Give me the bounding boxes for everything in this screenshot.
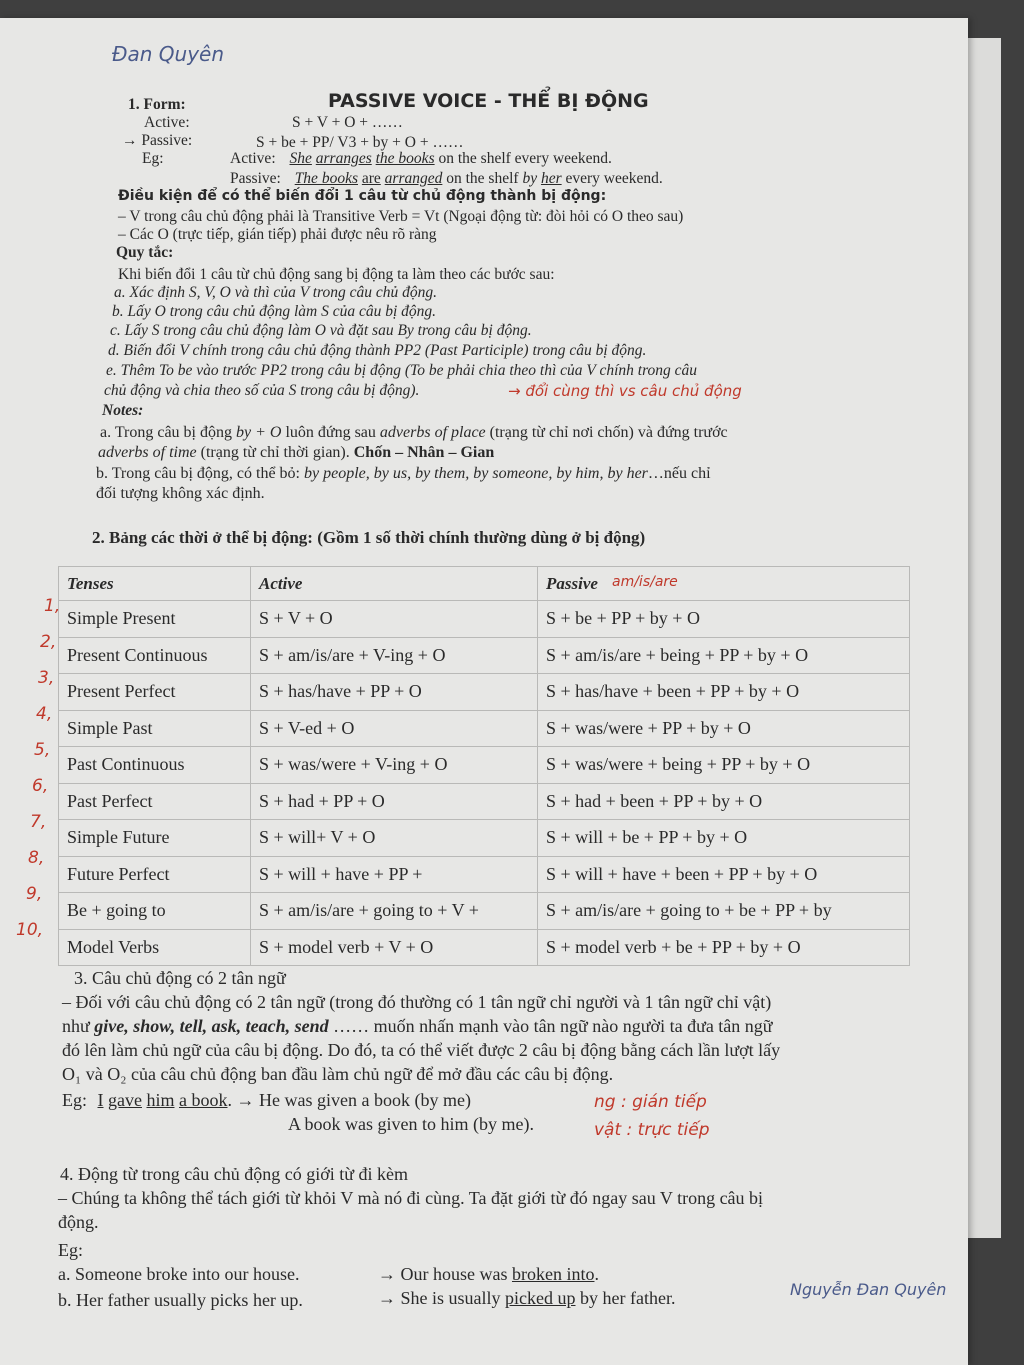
tense-cell: Past Continuous xyxy=(59,747,251,784)
row-number: 4, xyxy=(36,704,53,724)
tense-cell: Future Perfect xyxy=(59,856,251,893)
tenses-table xyxy=(58,566,910,966)
passive-cell: S + am/is/are + being + PP + by + O xyxy=(538,637,910,674)
passive-cell: S + be + PP + by + O xyxy=(538,601,910,638)
section3-heading: 3. Câu chủ động có 2 tân ngữ xyxy=(74,968,286,988)
active-cell: S + will+ V + O xyxy=(251,820,538,857)
header-tenses: Tenses xyxy=(59,567,251,601)
tense-cell: Model Verbs xyxy=(59,929,251,966)
tense-cell: Present Continuous xyxy=(59,637,251,674)
am-is-are-handwriting: am/is/are xyxy=(612,574,678,590)
passive-cell: S + was/were + being + PP + by + O xyxy=(538,747,910,784)
row-number: 5, xyxy=(34,740,51,760)
note-b-line-2: đối tượng không xác định. xyxy=(96,485,265,502)
eg-active-sentence: Active: She arranges the books on the shelf every weekend. xyxy=(230,150,612,167)
tense-cell: Present Perfect xyxy=(59,674,251,711)
section3-p1: – Đối với câu chủ động có 2 tân ngữ (trong đó thường có 1 tân ngữ chỉ người và 1 tân ngữ chỉ vật) xyxy=(62,992,772,1012)
table-row xyxy=(59,856,910,893)
active-label: Active: xyxy=(144,114,190,131)
section3-p3: đó lên làm chủ ngữ của câu bị động. Do đó, ta có thể viết được 2 câu bị động bằng cách lần lượt lấy xyxy=(62,1040,781,1060)
section4-eg-label: Eg: xyxy=(58,1240,83,1260)
row-number: 2, xyxy=(40,632,57,652)
note-b-line-1: b. Trong câu bị động, có thể bỏ: by people, by us, by them, by someone, by him, by her…nếu chỉ xyxy=(96,465,711,482)
section4-example-b-passive: → She is usually picked up by her father. xyxy=(378,1288,676,1308)
form-heading: 1. Form: xyxy=(128,96,186,113)
table-row xyxy=(59,601,910,638)
passive-cell: S + has/have + been + PP + by + O xyxy=(538,674,910,711)
note-a-line-2: adverbs of time (trạng từ chỉ thời gian). Chốn – Nhân – Gian xyxy=(98,444,495,461)
section3-example-1: Eg: I gave him a book. → He was given a book (by me) xyxy=(62,1090,471,1110)
table-row xyxy=(59,710,910,747)
direct-object-note: vật : trực tiếp xyxy=(594,1120,710,1140)
rules-heading: Quy tắc: xyxy=(116,244,174,261)
tense-cell: Simple Future xyxy=(59,820,251,857)
row-number: 9, xyxy=(26,884,43,904)
rule-c: c. Lấy S trong câu chủ động làm O và đặt sau By trong câu bị động. xyxy=(110,322,532,339)
active-cell: S + has/have + PP + O xyxy=(251,674,538,711)
eg-label: Eg: xyxy=(142,150,164,167)
rule-d: d. Biến đổi V chính trong câu chủ động thành PP2 (Past Participle) trong câu bị động. xyxy=(108,342,647,359)
page-title: PASSIVE VOICE - THỂ BỊ ĐỘNG xyxy=(328,90,649,112)
section4-p2: động. xyxy=(58,1212,99,1232)
section4-example-b-active: b. Her father usually picks her up. xyxy=(58,1290,303,1310)
condition-1: – V trong câu chủ động phải là Transitive Verb = Vt (Ngoại động từ: đòi hỏi có O theo sau) xyxy=(118,208,684,225)
row-number: 1, xyxy=(44,596,61,616)
passive-cell: S + am/is/are + going to + be + PP + by xyxy=(538,893,910,930)
active-formula: S + V + O + …… xyxy=(292,114,403,131)
table-row xyxy=(59,747,910,784)
passive-label: → Passive: xyxy=(122,132,193,149)
header-active: Active xyxy=(251,567,538,601)
red-handwritten-note: → đổi cùng thì vs câu chủ động xyxy=(508,382,742,400)
table-row xyxy=(59,783,910,820)
active-cell: S + was/were + V-ing + O xyxy=(251,747,538,784)
rules-intro: Khi biến đổi 1 câu từ chủ động sang bị động ta làm theo các bước sau: xyxy=(118,266,555,283)
passive-cell: S + model verb + be + PP + by + O xyxy=(538,929,910,966)
table-row xyxy=(59,674,910,711)
passive-cell: S + had + been + PP + by + O xyxy=(538,783,910,820)
author-handwriting: Đan Quyên xyxy=(112,42,225,66)
conditions-heading: Điều kiện để có thể biến đổi 1 câu từ chủ động thành bị động: xyxy=(118,188,607,204)
condition-2: – Các O (trực tiếp, gián tiếp) phải được nêu rõ ràng xyxy=(118,226,437,243)
note-a-line-1: a. Trong câu bị động by + O luôn đứng sau adverbs of place (trạng từ chỉ nơi chốn) và đứng trước xyxy=(100,424,728,441)
table-row xyxy=(59,820,910,857)
row-number: 7, xyxy=(30,812,47,832)
passive-cell: S + will + be + PP + by + O xyxy=(538,820,910,857)
active-cell: S + V-ed + O xyxy=(251,710,538,747)
tense-cell: Simple Past xyxy=(59,710,251,747)
tense-cell: Past Perfect xyxy=(59,783,251,820)
section3-example-2: A book was given to him (by me). xyxy=(288,1114,534,1134)
rule-a: a. Xác định S, V, O và thì của V trong câu chủ động. xyxy=(114,284,438,301)
active-cell: S + V + O xyxy=(251,601,538,638)
passive-cell: S + will + have + been + PP + by + O xyxy=(538,856,910,893)
document-page xyxy=(0,18,968,1365)
row-number: 3, xyxy=(38,668,55,688)
passive-cell: S + was/were + PP + by + O xyxy=(538,710,910,747)
section4-example-a-passive: → Our house was broken into. xyxy=(378,1264,599,1284)
table-header-row xyxy=(59,567,910,601)
section4-p1: – Chúng ta không thể tách giới từ khỏi V mà nó đi cùng. Ta đặt giới từ đó ngay sau V trong câu bị xyxy=(58,1188,764,1208)
table-heading: 2. Bảng các thời ở thể bị động: (Gồm 1 số thời chính thường dùng ở bị động) xyxy=(92,528,646,547)
section3-p2: như give, show, tell, ask, teach, send …… muốn nhấn mạnh vào tân ngữ nào người ta đưa tân ngữ xyxy=(62,1016,773,1036)
row-number: 10, xyxy=(16,920,44,940)
rule-b: b. Lấy O trong câu chủ động làm S của câu bị động. xyxy=(112,303,437,320)
active-cell: S + am/is/are + going to + V + xyxy=(251,893,538,930)
tense-cell: Be + going to xyxy=(59,893,251,930)
row-number: 8, xyxy=(28,848,45,868)
notes-heading: Notes: xyxy=(102,402,144,419)
eg-passive-sentence: Passive: The books are arranged on the shelf by her every weekend. xyxy=(230,170,663,187)
section4-example-a-active: a. Someone broke into our house. xyxy=(58,1264,300,1284)
active-cell: S + had + PP + O xyxy=(251,783,538,820)
rule-e-2: chủ động và chia theo số của S trong câu bị động). xyxy=(104,382,420,399)
tense-cell: Simple Present xyxy=(59,601,251,638)
signature: Nguyễn Đan Quyên xyxy=(790,1280,947,1299)
active-cell: S + am/is/are + V-ing + O xyxy=(251,637,538,674)
header-passive: Passive xyxy=(538,567,910,601)
table-row xyxy=(59,637,910,674)
table-row xyxy=(59,893,910,930)
rule-e-1: e. Thêm To be vào trước PP2 trong câu bị động (To be phải chia theo thì của V chính trong câu xyxy=(106,362,698,379)
active-cell: S + model verb + V + O xyxy=(251,929,538,966)
indirect-object-note: ng : gián tiếp xyxy=(594,1092,707,1112)
row-number: 6, xyxy=(32,776,49,796)
section4-heading: 4. Động từ trong câu chủ động có giới từ đi kèm xyxy=(60,1164,408,1184)
passive-formula: S + be + PP/ V3 + by + O + …… xyxy=(256,134,464,151)
section3-p4: O₁ và O₂ của câu chủ động ban đầu làm chủ ngữ để mở đầu các câu bị động. xyxy=(62,1064,614,1084)
table-row xyxy=(59,929,910,966)
active-cell: S + will + have + PP + xyxy=(251,856,538,893)
